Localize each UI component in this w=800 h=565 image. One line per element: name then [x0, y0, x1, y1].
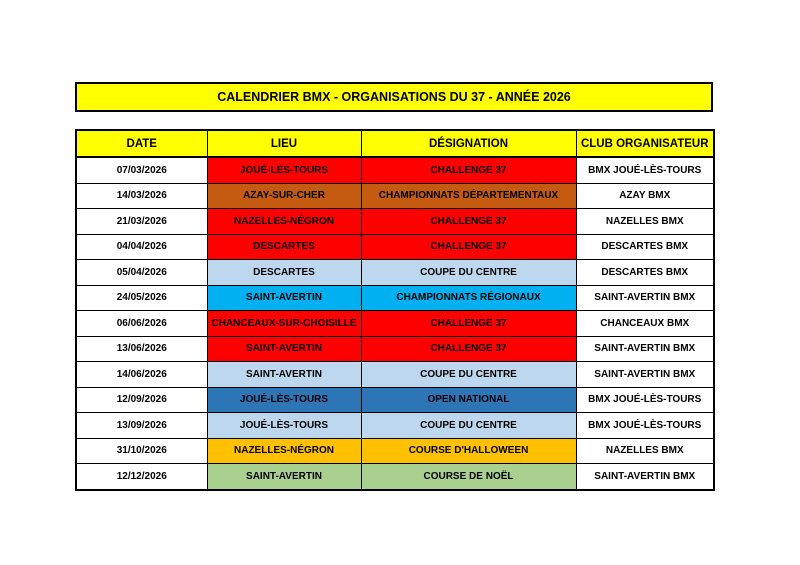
table-row	[76, 387, 714, 413]
cell-lieu: JOUÉ-LÈS-TOURS	[207, 413, 361, 439]
cell-lieu: DESCARTES	[207, 260, 361, 286]
cell-designation: COURSE D'HALLOWEEN	[361, 438, 576, 464]
header-row	[76, 130, 714, 157]
cell-designation: CHALLENGE 37	[361, 336, 576, 362]
header-lieu: LIEU	[207, 130, 361, 157]
header-club: CLUB ORGANISATEUR	[576, 130, 714, 157]
cell-date: 12/12/2026	[76, 464, 207, 490]
cell-lieu: DESCARTES	[207, 234, 361, 260]
cell-designation: COUPE DU CENTRE	[361, 413, 576, 439]
table-row	[76, 285, 714, 311]
title-text: CALENDRIER BMX - ORGANISATIONS DU 37 - ANNÉE 2026	[217, 90, 571, 104]
cell-lieu: SAINT-AVERTIN	[207, 464, 361, 490]
cell-date: 04/04/2026	[76, 234, 207, 260]
cell-club: DESCARTES BMX	[576, 260, 714, 286]
table-row	[76, 183, 714, 209]
cell-club: SAINT-AVERTIN BMX	[576, 362, 714, 388]
cell-designation: COUPE DU CENTRE	[361, 362, 576, 388]
cell-club: SAINT-AVERTIN BMX	[576, 464, 714, 490]
cell-designation: COUPE DU CENTRE	[361, 260, 576, 286]
cell-designation: CHAMPIONNATS DÉPARTEMENTAUX	[361, 183, 576, 209]
cell-date: 05/04/2026	[76, 260, 207, 286]
cell-lieu: AZAY-SUR-CHER	[207, 183, 361, 209]
table-row	[76, 413, 714, 439]
table-row	[76, 362, 714, 388]
cell-date: 31/10/2026	[76, 438, 207, 464]
cell-club: SAINT-AVERTIN BMX	[576, 336, 714, 362]
table-row	[76, 260, 714, 286]
cell-date: 12/09/2026	[76, 387, 207, 413]
header-date: DATE	[76, 130, 207, 157]
cell-club: AZAY BMX	[576, 183, 714, 209]
table-row	[76, 157, 714, 183]
cell-lieu: CHANCEAUX-SUR-CHOISILLE	[207, 311, 361, 337]
cell-date: 13/09/2026	[76, 413, 207, 439]
cell-lieu: SAINT-AVERTIN	[207, 336, 361, 362]
cell-lieu: JOUÉ-LÈS-TOURS	[207, 157, 361, 183]
header-designation: DÉSIGNATION	[361, 130, 576, 157]
cell-date: 13/06/2026	[76, 336, 207, 362]
cell-designation: CHALLENGE 37	[361, 234, 576, 260]
cell-date: 14/03/2026	[76, 183, 207, 209]
table-row	[76, 464, 714, 490]
cell-club: SAINT-AVERTIN BMX	[576, 285, 714, 311]
cell-designation: CHAMPIONNATS RÉGIONAUX	[361, 285, 576, 311]
cell-club: BMX JOUÉ-LÈS-TOURS	[576, 387, 714, 413]
table-row	[76, 234, 714, 260]
cell-lieu: NAZELLES-NÉGRON	[207, 438, 361, 464]
cell-date: 14/06/2026	[76, 362, 207, 388]
table-row	[76, 336, 714, 362]
cell-club: BMX JOUÉ-LÈS-TOURS	[576, 157, 714, 183]
table-row	[76, 209, 714, 235]
cell-designation: COURSE DE NOËL	[361, 464, 576, 490]
cell-club: DESCARTES BMX	[576, 234, 714, 260]
cell-lieu: JOUÉ-LÈS-TOURS	[207, 387, 361, 413]
document-title	[75, 82, 713, 112]
cell-lieu: SAINT-AVERTIN	[207, 362, 361, 388]
cell-designation: CHALLENGE 37	[361, 311, 576, 337]
calendar-table	[75, 129, 715, 491]
cell-club: CHANCEAUX BMX	[576, 311, 714, 337]
cell-lieu: NAZELLES-NÉGRON	[207, 209, 361, 235]
cell-designation: OPEN NATIONAL	[361, 387, 576, 413]
cell-designation: CHALLENGE 37	[361, 157, 576, 183]
cell-club: BMX JOUÉ-LÈS-TOURS	[576, 413, 714, 439]
cell-date: 24/05/2026	[76, 285, 207, 311]
cell-date: 07/03/2026	[76, 157, 207, 183]
table-row	[76, 438, 714, 464]
cell-club: NAZELLES BMX	[576, 209, 714, 235]
cell-designation: CHALLENGE 37	[361, 209, 576, 235]
cell-date: 06/06/2026	[76, 311, 207, 337]
cell-club: NAZELLES BMX	[576, 438, 714, 464]
cell-lieu: SAINT-AVERTIN	[207, 285, 361, 311]
table-row	[76, 311, 714, 337]
cell-date: 21/03/2026	[76, 209, 207, 235]
